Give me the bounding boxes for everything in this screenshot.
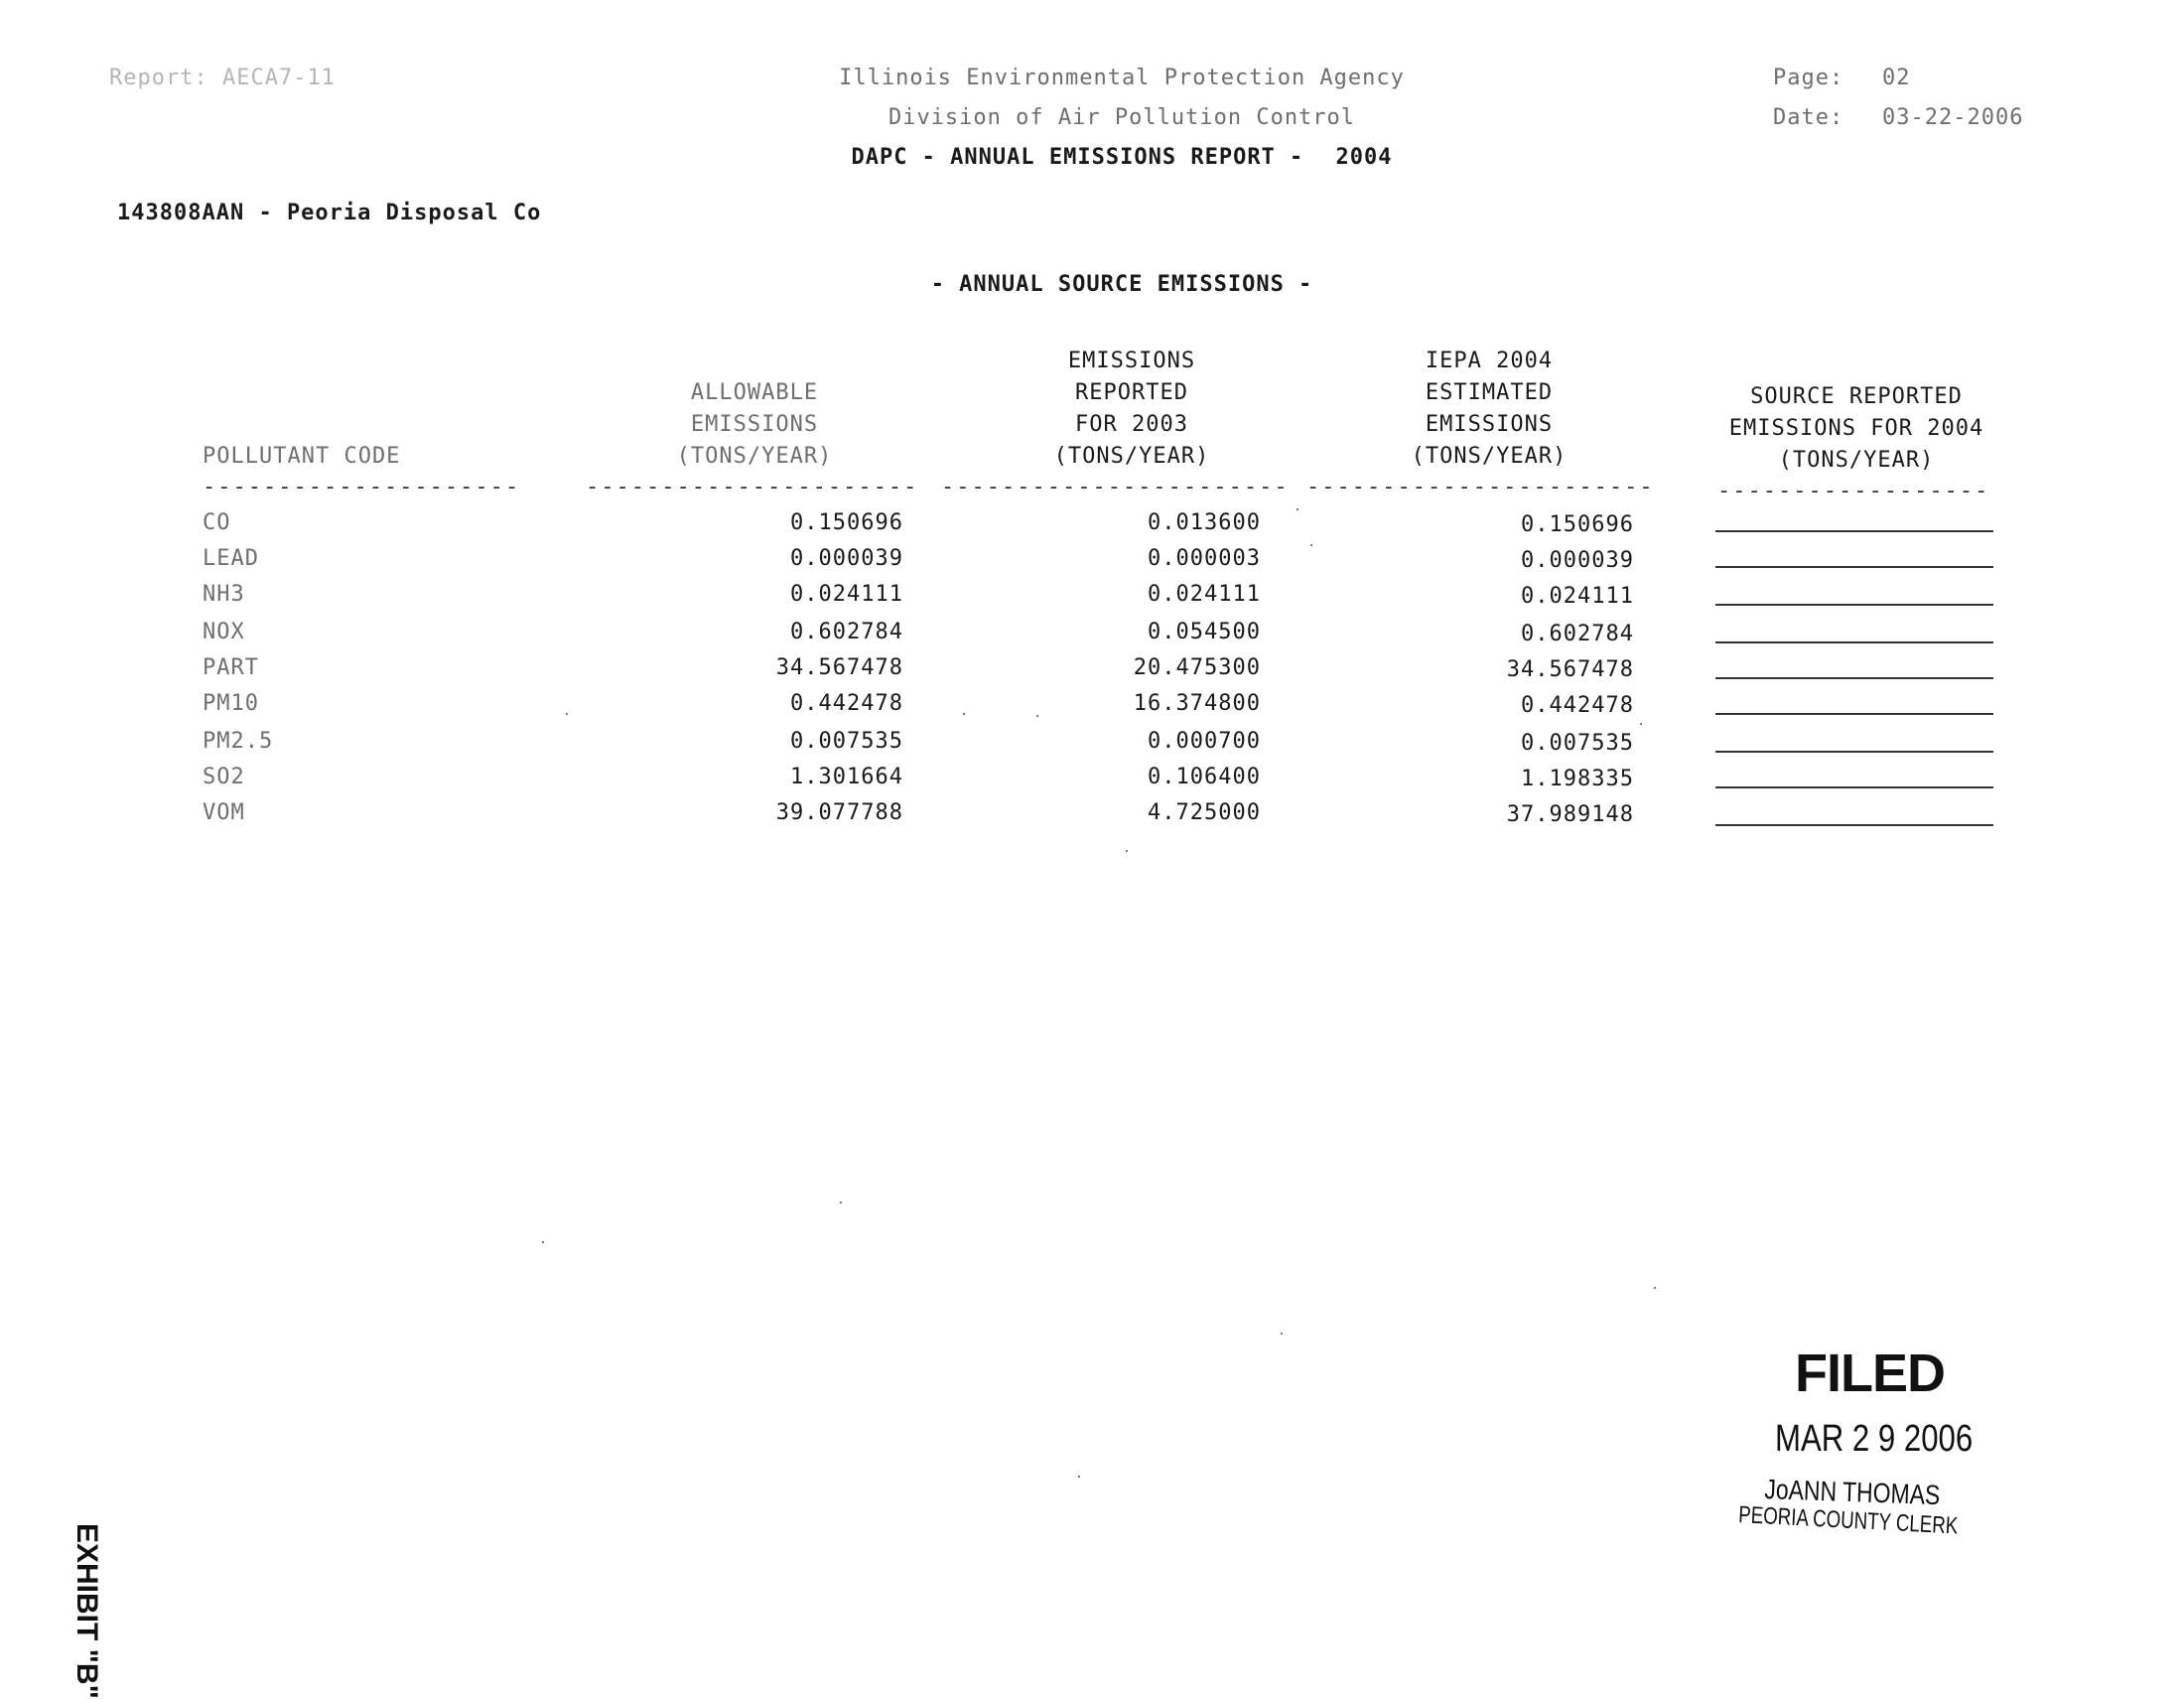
- col-header-line: REPORTED: [1075, 380, 1188, 405]
- report-title-text: DAPC - ANNUAL EMISSIONS REPORT -: [851, 145, 1304, 170]
- iepa-2004-value: 34.567478: [1506, 657, 1634, 682]
- col-header-line: EMISSIONS: [1067, 349, 1196, 373]
- date-label: Date:: [1773, 105, 1844, 130]
- scan-speck: [1654, 1287, 1656, 1289]
- col-header-line: EMISSIONS: [690, 412, 819, 437]
- col-header-line: SOURCE REPORTED: [1750, 384, 1963, 409]
- scan-speck: [1297, 508, 1298, 510]
- pollutant-code: SO2: [203, 765, 245, 789]
- col-header-line: ALLOWABLE: [690, 380, 819, 405]
- reported-2003-value: 20.475300: [1133, 655, 1261, 680]
- pollutant-code: PM10: [203, 691, 259, 716]
- reported-2003-value: 0.054500: [1148, 620, 1261, 644]
- col-header-iepa-2004: [1330, 346, 1648, 473]
- source-reported-blank[interactable]: [1715, 786, 1993, 788]
- exhibit-label: EXHIBIT "B": [70, 1523, 103, 1699]
- allowable-value: 0.150696: [790, 510, 903, 535]
- col-header-line: POLLUTANT CODE: [203, 444, 401, 469]
- header-rule-source-reported: ------------------: [1717, 479, 1990, 503]
- scan-speck: [1310, 544, 1312, 546]
- col-header-line: (TONS/YEAR): [1411, 444, 1568, 469]
- allowable-value: 0.442478: [790, 691, 903, 716]
- source-reported-blank[interactable]: [1715, 641, 1993, 643]
- header-rule-pollutant: ---------------------: [203, 475, 521, 499]
- iepa-2004-value: 0.000039: [1521, 548, 1634, 573]
- filed-stamp-office: PEORIA COUNTY CLERK: [1737, 1501, 1959, 1540]
- source-reported-blank[interactable]: [1715, 566, 1993, 568]
- source-reported-blank[interactable]: [1715, 530, 1993, 532]
- col-header-line: FOR 2003: [1075, 412, 1188, 437]
- iepa-2004-value: 0.024111: [1521, 584, 1634, 609]
- col-header-line: ESTIMATED: [1425, 380, 1554, 405]
- section-title: - ANNUAL SOURCE EMISSIONS -: [930, 272, 1313, 297]
- source-reported-blank[interactable]: [1715, 677, 1993, 679]
- filed-stamp-date: MAR 2 9 2006: [1775, 1418, 1974, 1460]
- scan-speck: [566, 713, 568, 715]
- col-header-line: (TONS/YEAR): [676, 444, 833, 469]
- allowable-value: 39.077788: [775, 800, 903, 825]
- allowable-value: 1.301664: [790, 765, 903, 789]
- allowable-value: 34.567478: [775, 655, 903, 680]
- source-line: 143808AAN - Peoria Disposal Co: [117, 201, 542, 225]
- col-header-line: EMISSIONS: [1425, 412, 1554, 437]
- pollutant-code: PM2.5: [203, 729, 274, 754]
- header-rule-allowable: ----------------------: [586, 475, 919, 499]
- allowable-value: 0.007535: [790, 729, 903, 754]
- filed-stamp-label: FILED: [1795, 1344, 1945, 1403]
- scan-speck: [963, 713, 965, 715]
- iepa-2004-value: 37.989148: [1506, 802, 1634, 827]
- col-header-reported-2003: [973, 346, 1291, 473]
- scan-speck: [1281, 1333, 1283, 1335]
- reported-2003-value: 4.725000: [1148, 800, 1261, 825]
- reported-2003-value: 0.000700: [1148, 729, 1261, 754]
- pollutant-code: PART: [203, 655, 259, 680]
- reported-2003-value: 0.013600: [1148, 510, 1261, 535]
- filed-stamp-name: JoANN THOMAS: [1763, 1474, 1941, 1511]
- source-reported-blank[interactable]: [1715, 824, 1993, 826]
- col-header-line: (TONS/YEAR): [1053, 444, 1210, 469]
- agency-name: Illinois Environmental Protection Agency: [839, 66, 1405, 90]
- report-id: Report: AECA7-11: [109, 66, 336, 90]
- col-header-pollutant: [203, 441, 400, 473]
- iepa-2004-value: 0.150696: [1521, 512, 1634, 537]
- allowable-value: 0.000039: [790, 546, 903, 571]
- col-header-line: EMISSIONS FOR 2004: [1728, 416, 1984, 441]
- report-title: [754, 145, 1489, 170]
- pollutant-code: LEAD: [203, 546, 259, 571]
- header-rule-iepa-2004: -----------------------: [1306, 475, 1655, 499]
- page-label: Page:: [1773, 66, 1844, 90]
- col-header-line: (TONS/YEAR): [1778, 448, 1935, 473]
- iepa-2004-value: 0.602784: [1521, 622, 1634, 646]
- allowable-value: 0.024111: [790, 582, 903, 607]
- reported-2003-value: 16.374800: [1133, 691, 1261, 716]
- source-reported-blank[interactable]: [1715, 713, 1993, 715]
- reported-2003-value: 0.024111: [1148, 582, 1261, 607]
- pollutant-code: NH3: [203, 582, 245, 607]
- scan-speck: [542, 1241, 544, 1243]
- allowable-value: 0.602784: [790, 620, 903, 644]
- pollutant-code: VOM: [203, 800, 245, 825]
- col-header-allowable: [596, 377, 913, 473]
- source-reported-blank[interactable]: [1715, 604, 1993, 606]
- header-rule-reported-2003: -----------------------: [941, 475, 1290, 499]
- reported-2003-value: 0.106400: [1148, 765, 1261, 789]
- scan-speck: [1078, 1476, 1080, 1478]
- report-year: 2004: [1335, 145, 1393, 170]
- iepa-2004-value: 0.442478: [1521, 693, 1634, 718]
- pollutant-code: CO: [203, 510, 231, 535]
- division-name: Division of Air Pollution Control: [887, 105, 1356, 130]
- iepa-2004-value: 0.007535: [1521, 731, 1634, 756]
- scan-speck: [840, 1202, 842, 1203]
- col-header-source-reported-2004: [1688, 381, 2025, 477]
- scan-speck: [1036, 715, 1038, 717]
- scan-speck: [1640, 723, 1642, 725]
- pollutant-code: NOX: [203, 620, 245, 644]
- source-reported-blank[interactable]: [1715, 751, 1993, 753]
- iepa-2004-value: 1.198335: [1521, 767, 1634, 791]
- reported-2003-value: 0.000003: [1148, 546, 1261, 571]
- col-header-line: IEPA 2004: [1425, 349, 1554, 373]
- scan-speck: [1126, 850, 1128, 852]
- page-number: 02: [1882, 66, 1911, 90]
- report-date: 03-22-2006: [1882, 105, 2024, 130]
